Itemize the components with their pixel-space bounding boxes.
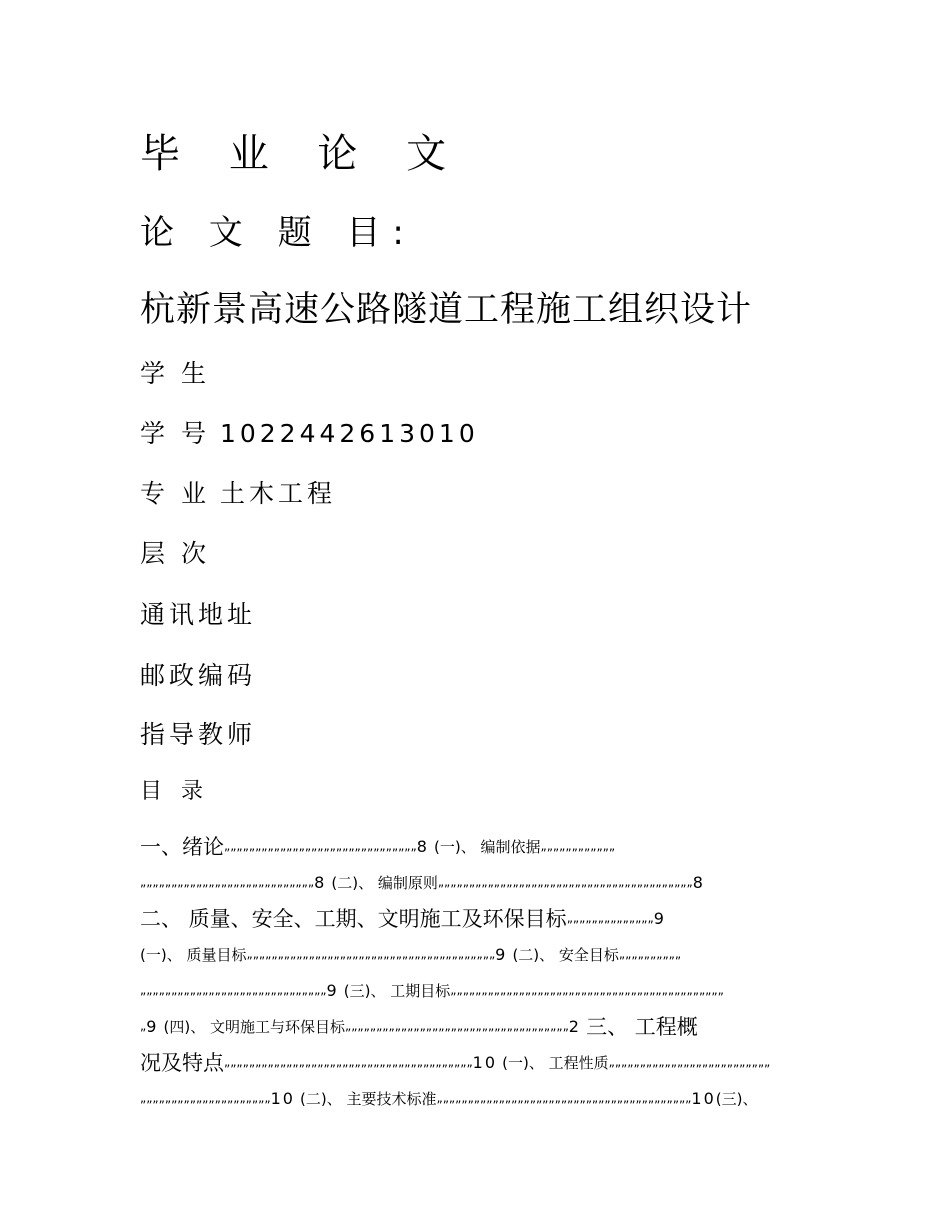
toc-page-number: 2	[568, 1016, 581, 1036]
toc-entry-label[interactable]: (一)、 编制依据	[434, 837, 541, 856]
toc-dot-leader: „„„„„„„„„„„„„„„„„„„„„„„„„„„„„„„„„„„„„„„„„	[437, 875, 693, 889]
toc-dot-leader: „„„„„„„„„„„„„„„„„„„„„„„„„„„„„„„„„„„„„„„„	[246, 947, 496, 961]
toc-dot-leader: „„„„„„„„„„„„„„	[566, 911, 654, 925]
toc-page-number: 10	[270, 1088, 295, 1108]
toc-entry-label[interactable]: (一)、 工程性质	[502, 1053, 609, 1072]
toc-page-number: 10	[691, 1088, 716, 1108]
field-student	[140, 356, 220, 392]
toc-entry-label[interactable]: (二)、 主要技术标准	[300, 1089, 437, 1108]
toc-line	[140, 1044, 830, 1080]
toc-dot-leader: „	[140, 1019, 147, 1033]
toc-dot-leader: „„„„„„„„„„„„„„„„„„„„„„„„„„„„„„„„„„„„„„„„	[224, 1055, 473, 1069]
field-major-value: 土木工程	[219, 479, 336, 508]
toc-line	[140, 1080, 830, 1116]
toc-dot-leader: „„„„„„„„„„„„„„„„„„„„„„„„„„„„„„	[140, 983, 327, 997]
field-major-label: 专 业	[140, 479, 210, 508]
toc-dot-leader: „„„„„„„„„„„„„„„„„„„„„„„„„„	[608, 1055, 771, 1069]
field-level	[140, 536, 220, 572]
field-student-id-label: 学 号	[140, 419, 210, 448]
toc-page-number: 9	[146, 1016, 159, 1036]
toc-page-number: 9	[653, 908, 666, 928]
field-student-label: 学 生	[140, 359, 210, 388]
field-postcode	[140, 658, 266, 694]
toc-dot-leader: „„„„„„„„„„„„„„„„„„„„„„„„„„„„„„„	[224, 839, 417, 853]
toc-line	[140, 936, 830, 972]
toc-entry-label[interactable]: (二)、 安全目标	[512, 945, 619, 964]
toc-entry-label[interactable]: (三)、 工期目标	[343, 981, 451, 1000]
field-student-id-value: 1022442613010	[219, 419, 479, 448]
toc-line	[140, 1008, 830, 1044]
toc-line	[140, 828, 830, 864]
field-postcode-label: 邮政编码	[140, 661, 257, 690]
field-major	[140, 476, 336, 512]
toc-line	[140, 972, 830, 1008]
toc-entry-label[interactable]: 三、 工程概	[586, 1015, 698, 1039]
toc-page-number: 8	[692, 872, 705, 892]
toc-entry-label[interactable]: 二、 质量、安全、工期、文明施工及环保目标	[140, 907, 567, 931]
thesis-title: 毕 业 论 文	[140, 131, 465, 177]
field-advisor	[140, 717, 266, 753]
toc-dot-leader: „„„„„„„„„„„„„„„„„„„„„„„„„„„„„„„„„„„„„„„„„„„„	[450, 983, 724, 997]
toc-entry-label[interactable]: 一、绪论	[140, 835, 224, 859]
toc-entry-label[interactable]: 况及特点	[140, 1051, 224, 1075]
toc-entry-label[interactable]: (三)、	[715, 1089, 758, 1108]
toc-page-number: 8	[416, 836, 429, 856]
table-of-contents	[140, 828, 830, 1116]
toc-entry-label[interactable]: (一)、 质量目标	[140, 945, 247, 964]
toc-dot-leader: „„„„„„„„„„„„„„„„„„„„„„„„„„„„	[140, 875, 315, 889]
field-level-label: 层 次	[140, 539, 210, 568]
thesis-subject: 杭新景高速公路隧道工程施工组织设计	[140, 290, 753, 330]
toc-entry-label[interactable]: (四)、 文明施工与环保目标	[163, 1017, 345, 1036]
toc-dot-leader: „„„„„„„„„„	[618, 947, 682, 961]
toc-page-number: 9	[326, 980, 339, 1000]
field-address-label: 通讯地址	[140, 600, 257, 629]
field-address	[140, 597, 266, 633]
toc-title: 目 录	[140, 779, 209, 804]
field-student-id	[140, 416, 479, 452]
toc-dot-leader: „„„„„„„„„„„„„„„„„„„„„„„„„„„„„„„„„„„„„„„„„	[436, 1091, 692, 1105]
toc-line	[140, 900, 830, 936]
toc-dot-leader: „„„„„„„„„„„„„„„„„„„„„	[140, 1091, 271, 1105]
toc-line	[140, 864, 830, 900]
toc-page-number: 10	[472, 1052, 498, 1072]
toc-entry-label[interactable]: (二)、 编制原则	[331, 873, 438, 892]
subject-label: 论 文 题 目:	[140, 213, 416, 253]
toc-dot-leader: „„„„„„„„„„„„	[540, 839, 616, 853]
toc-page-number: 9	[495, 944, 508, 964]
toc-dot-leader: „„„„„„„„„„„„„„„„„„„„„„„„„„„„„„„„„„„„	[344, 1019, 569, 1033]
toc-page-number: 8	[314, 872, 327, 892]
field-advisor-label: 指导教师	[140, 720, 257, 749]
